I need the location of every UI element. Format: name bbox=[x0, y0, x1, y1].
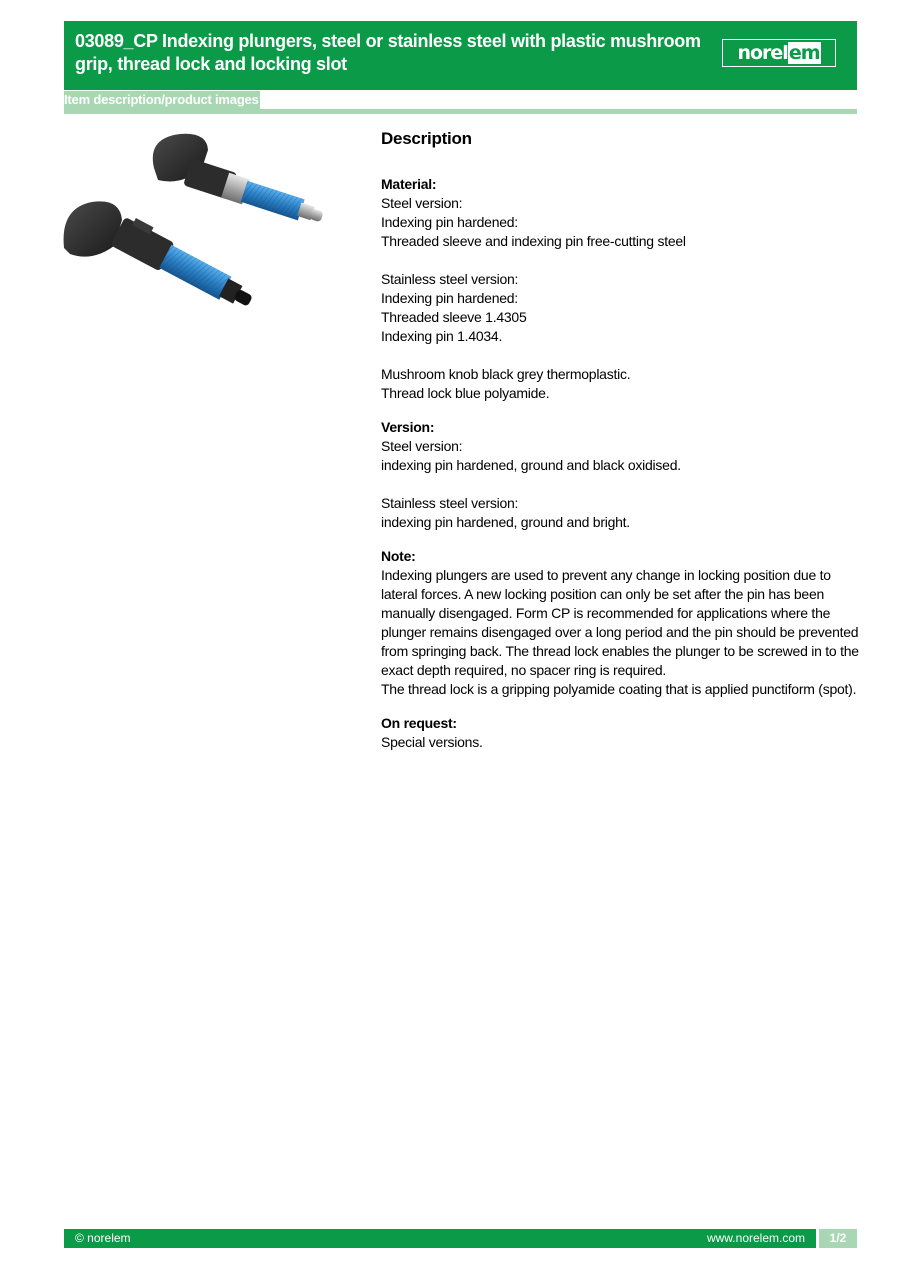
text-line: Indexing plungers are used to prevent any change in locking position due to lateral forces. A new locking position can only be set after the pin has been manually disengaged. Form CP is recommended for applications where the plunger remains disengaged over a long period and the pin should be prevented from springing back. The thread lock enables the plunger to be screwed in to the exact depth required, no spacer ring is required. bbox=[381, 567, 859, 678]
text-line: Threaded sleeve and indexing pin free-cutting steel bbox=[381, 233, 686, 249]
paragraph bbox=[381, 494, 861, 532]
description-content bbox=[381, 126, 861, 767]
page-title: 03089_CP Indexing plungers, steel or stainless steel with plastic mushroom grip, thread lock and locking slot bbox=[75, 31, 701, 74]
plunger-back bbox=[153, 134, 327, 229]
text-line: indexing pin hardened, ground and black oxidised. bbox=[381, 457, 681, 473]
paragraph bbox=[381, 365, 861, 403]
section-heading: Note: bbox=[381, 548, 416, 564]
text-line: Indexing pin hardened: bbox=[381, 290, 518, 306]
paragraph bbox=[381, 566, 861, 699]
text-line: Mushroom knob black grey thermoplastic. bbox=[381, 366, 631, 382]
on-request-section bbox=[381, 714, 861, 752]
copyright: © norelem bbox=[75, 1231, 131, 1245]
section-rule bbox=[64, 109, 857, 114]
paragraph bbox=[381, 733, 861, 752]
section-heading: Material: bbox=[381, 176, 437, 192]
website-link[interactable]: www.norelem.com bbox=[706, 1231, 805, 1245]
product-image bbox=[62, 128, 332, 343]
paragraph bbox=[381, 270, 861, 346]
norelem-logo: norel em bbox=[722, 39, 836, 67]
text-line: Indexing pin hardened: bbox=[381, 214, 518, 230]
page-footer bbox=[64, 1229, 857, 1248]
plunger-front bbox=[64, 201, 260, 315]
material-section bbox=[381, 175, 861, 403]
text-line: Steel version: bbox=[381, 195, 463, 211]
text-line: Threaded sleeve 1.4305 bbox=[381, 309, 527, 325]
text-line: Steel version: bbox=[381, 438, 463, 454]
text-line: Stainless steel version: bbox=[381, 495, 519, 511]
description-heading: Description bbox=[381, 129, 472, 148]
text-line: Thread lock blue polyamide. bbox=[381, 385, 550, 401]
page-number: 1/2 bbox=[819, 1229, 857, 1248]
paragraph bbox=[381, 437, 861, 475]
section-heading: On request: bbox=[381, 715, 457, 731]
section-header bbox=[64, 91, 857, 114]
text-line: indexing pin hardened, ground and bright. bbox=[381, 514, 630, 530]
version-section bbox=[381, 418, 861, 532]
text-line: Indexing pin 1.4034. bbox=[381, 328, 503, 344]
paragraph bbox=[381, 194, 861, 251]
text-line: The thread lock is a gripping polyamide coating that is applied punctiform (spot). bbox=[381, 681, 857, 697]
section-heading: Version: bbox=[381, 419, 435, 435]
document-header bbox=[64, 21, 857, 90]
section-label: Item description/product images bbox=[64, 92, 259, 107]
footer-bar bbox=[64, 1229, 816, 1248]
text-line: Stainless steel version: bbox=[381, 271, 519, 287]
text-line: Special versions. bbox=[381, 734, 483, 750]
note-section bbox=[381, 547, 861, 699]
